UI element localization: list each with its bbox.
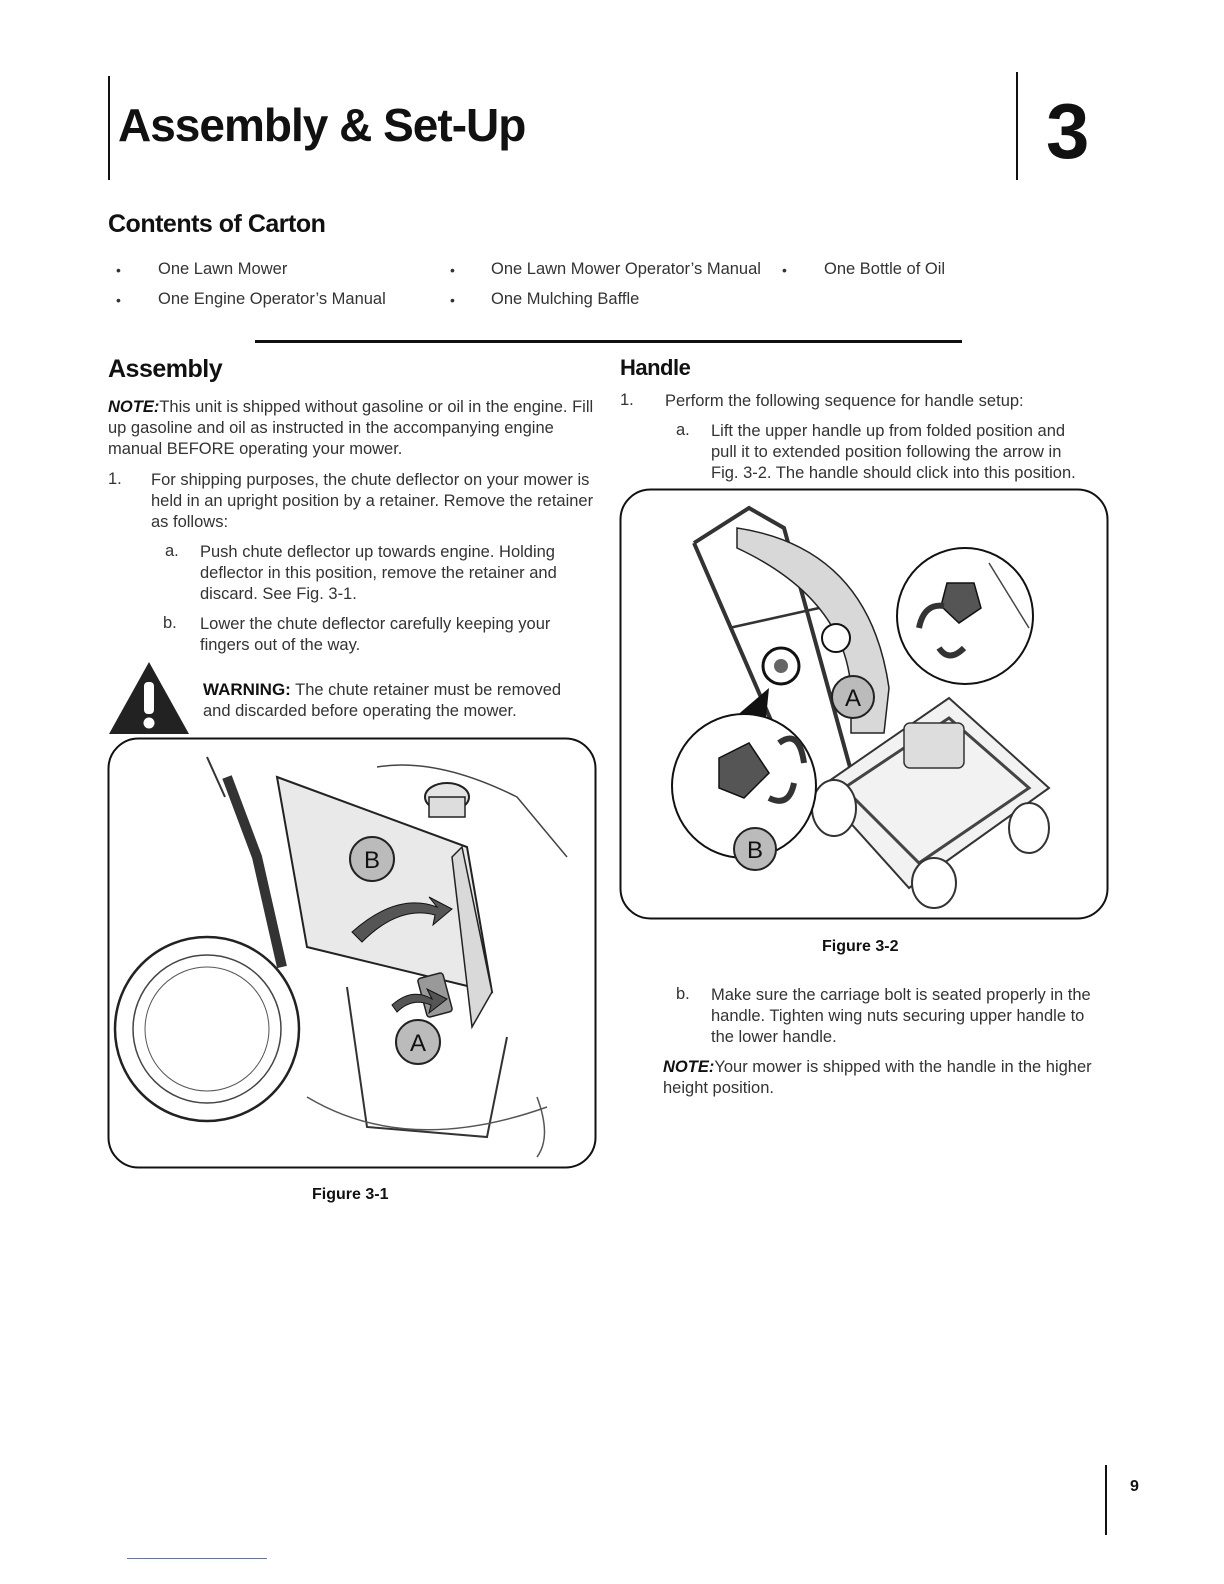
- handle-note: [663, 1057, 1108, 1099]
- note-label: NOTE:: [663, 1058, 715, 1076]
- substep-letter: b.: [163, 614, 177, 632]
- bullet-dot: •: [782, 262, 787, 278]
- title-rule: [108, 76, 110, 180]
- step-number: 1.: [108, 470, 122, 488]
- figure-3-2: [619, 488, 1109, 920]
- substep-letter: a.: [165, 542, 179, 560]
- bullet-dot: •: [116, 262, 121, 278]
- note-text: Your mower is shipped with the handle in the higher height position.: [663, 1058, 1092, 1097]
- bullet-dot: •: [450, 292, 455, 308]
- substep-text: Make sure the carriage bolt is seated properly in the handle. Tighten wing nuts securing upper handle to the lower handle.: [711, 986, 1091, 1046]
- warning-text: The chute retainer must be removed and discarded before operating the mower.: [203, 681, 562, 720]
- warning-icon: [107, 660, 191, 736]
- substep-letter: b.: [676, 985, 690, 1003]
- chapter-number: 3: [1046, 87, 1090, 175]
- warning-text-block: [203, 679, 588, 722]
- assembly-heading: Assembly: [108, 355, 223, 383]
- figure-3-1: [107, 737, 597, 1169]
- substep-text: Lower the chute deflector carefully keeping your fingers out of the way.: [200, 615, 551, 654]
- assembly-note: [108, 397, 598, 460]
- contents-heading: Contents of Carton: [108, 210, 326, 238]
- note-text: This unit is shipped without gasoline or oil in the engine. Fill up gasoline and oil as instructed in the accompanying engine manual BEFORE operating your mower.: [108, 398, 594, 458]
- page-number: 9: [1130, 1478, 1139, 1495]
- callout-b-label: B: [363, 847, 381, 874]
- callout-a-label: A: [844, 685, 862, 712]
- figure-caption: Figure 3-1: [312, 1186, 389, 1203]
- note-label: NOTE:: [108, 398, 160, 416]
- chapter-rule: [1016, 72, 1018, 180]
- step-number: 1.: [620, 391, 634, 409]
- section-divider: [255, 340, 962, 343]
- figure-caption: Figure 3-2: [822, 938, 899, 955]
- carton-item: One Mulching Baffle: [491, 290, 640, 308]
- handle-heading: Handle: [620, 355, 691, 380]
- footer-line: [127, 1558, 267, 1559]
- callout-b-label: B: [746, 837, 764, 864]
- warning-label: WARNING:: [203, 680, 291, 699]
- carton-item: One Bottle of Oil: [824, 260, 946, 278]
- carton-item: One Engine Operator’s Manual: [158, 290, 386, 308]
- page-number-rule: [1105, 1465, 1107, 1535]
- carton-item: One Lawn Mower: [158, 260, 288, 278]
- bullet-dot: •: [116, 292, 121, 308]
- page-title: Assembly & Set-Up: [118, 99, 526, 151]
- bullet-dot: •: [450, 262, 455, 278]
- callout-a-label: A: [409, 1030, 427, 1057]
- step-text: For shipping purposes, the chute deflector on your mower is held in an upright position by a retainer. Remove the retainer as follows:: [151, 471, 594, 531]
- substep-text: Lift the upper handle up from folded position and pull it to extended position following the arrow in Fig. 3-2. The handle should click into this position.: [711, 422, 1076, 482]
- carton-item: One Lawn Mower Operator’s Manual: [491, 260, 761, 278]
- step-text: Perform the following sequence for handle setup:: [665, 392, 1024, 410]
- substep-text: Push chute deflector up towards engine. Holding deflector in this position, remove the retainer and discard. See Fig. 3-1.: [200, 543, 557, 603]
- substep-letter: a.: [676, 421, 690, 439]
